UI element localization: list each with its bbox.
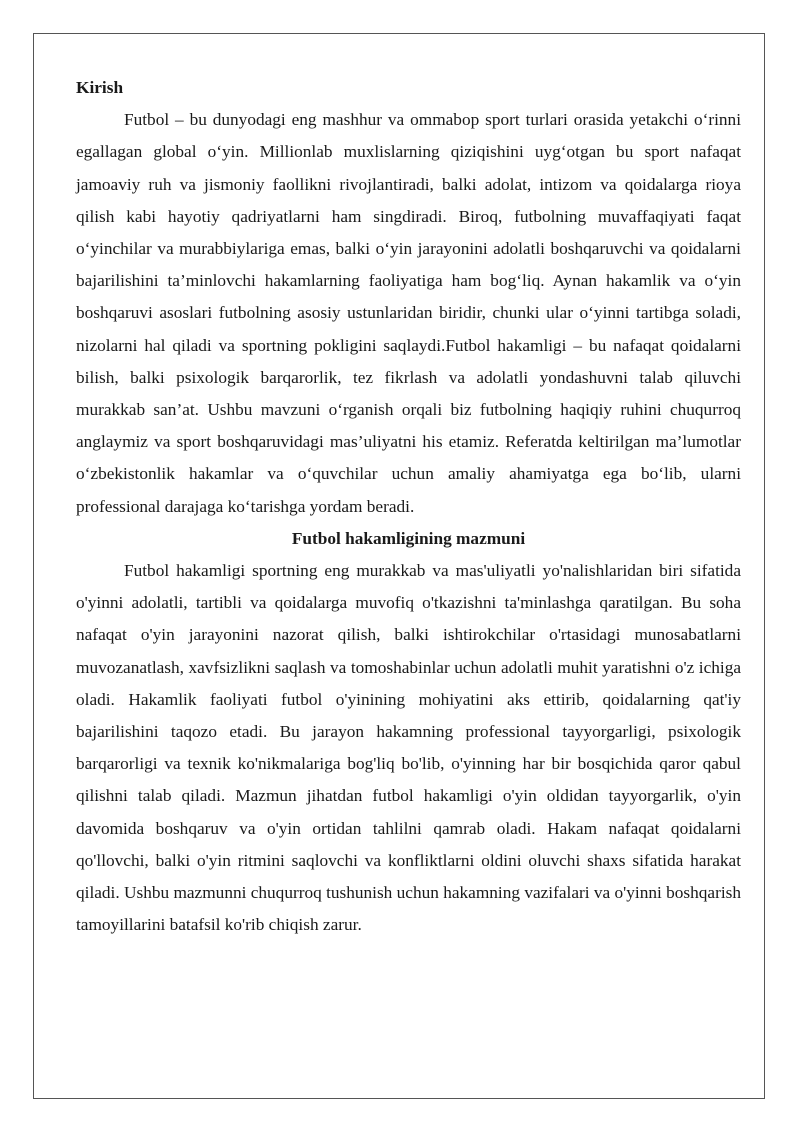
document-body [76,72,741,941]
section-paragraph: Futbol hakamligi sportning eng murakkab va mas'uliyatli yo'nalishlaridan biri sifatida o'yinni adolatli, tartibli va qoidalarga muvofiq o'tkazishni ta'minlashga qaratilgan. Bu soha nafaqat o'yin jarayonini nazorat qilish, balki ishtirokchilar o'rtasidagi munosabatlarni muvozanatlash, xavfsizlikni saqlash va tomoshabinlar uchun adolatli muhit yaratishni o'z ichiga oladi. Hakamlik faoliyati futbol o'yinining mohiyatini aks ettirib, qoidalarning qat'iy bajarilishini taqozo etadi. Bu jarayon hakamning professional tayyorgarligi, psixologik barqarorligi va texnik ko'nikmalariga bog'liq bo'lib, o'yinning har bir bosqichida qaror qabul qilishni talab qiladi. Mazmun jihatdan futbol hakamligi o'yin oldidan tayyorgarlik, o'yin davomida boshqaruv va o'yin ortidan tahlilni qamrab oladi. Hakam nafaqat qoidalarni qo'llovchi, balki o'yin ritmini saqlovchi va konfliktlarni oldini oluvchi shaxs sifatida harakat qiladi. Ushbu mazmunni chuqurroq tushunish uchun hakamning vazifalari va o'yinni boshqarish tamoyillarini batafsil ko'rib chiqish zarur. [76,561,741,935]
intro-heading: Kirish [76,78,124,97]
intro-paragraph: Futbol – bu dunyodagi eng mashhur va ommabop sport turlari orasida yetakchi o‘rinni egallagan global o‘yin. Millionlab muxlislarning qiziqishini uyg‘otgan bu sport nafaqat jamoaviy ruh va jismoniy faollikni rivojlantiradi, balki adolat, intizom va qoidalarga rioya qilish kabi hayotiy qadriyatlarni ham singdiradi. Biroq, futbolning muvaffaqiyati faqat o‘yinchilar va murabbiylariga emas, balki o‘yin jarayonini adolatli boshqaruvchi va qoidalarni bajarilishini ta’minlovchi hakamlarning faoliyatiga ham bog‘liq. Aynan hakamlik va o‘yin boshqaruvi asoslari futbolning asosiy ustunlaridan biridir, chunki ular o‘yinni tartibga soladi, nizolarni hal qiladi va sportning pokligini saqlaydi.Futbol hakamligi – bu nafaqat qoidalarni bilish, balki psixologik barqarorlik, tez fikrlash va adolatli yondashuvni talab qiluvchi murakkab san’at. Ushbu mavzuni o‘rganish orqali biz futbolning haqiqiy ruhini chuqurroq anglaymiz va sport boshqaruvidagi mas’uliyatni his etamiz. Referatda keltirilgan ma’lumotlar o‘zbekistonlik hakamlar va o‘quvchilar uchun amaliy ahamiyatga ega bo‘lib, ularni professional darajaga ko‘tarishga yordam beradi. [76,110,741,516]
section-heading: Futbol hakamligining mazmuni [291,528,526,548]
